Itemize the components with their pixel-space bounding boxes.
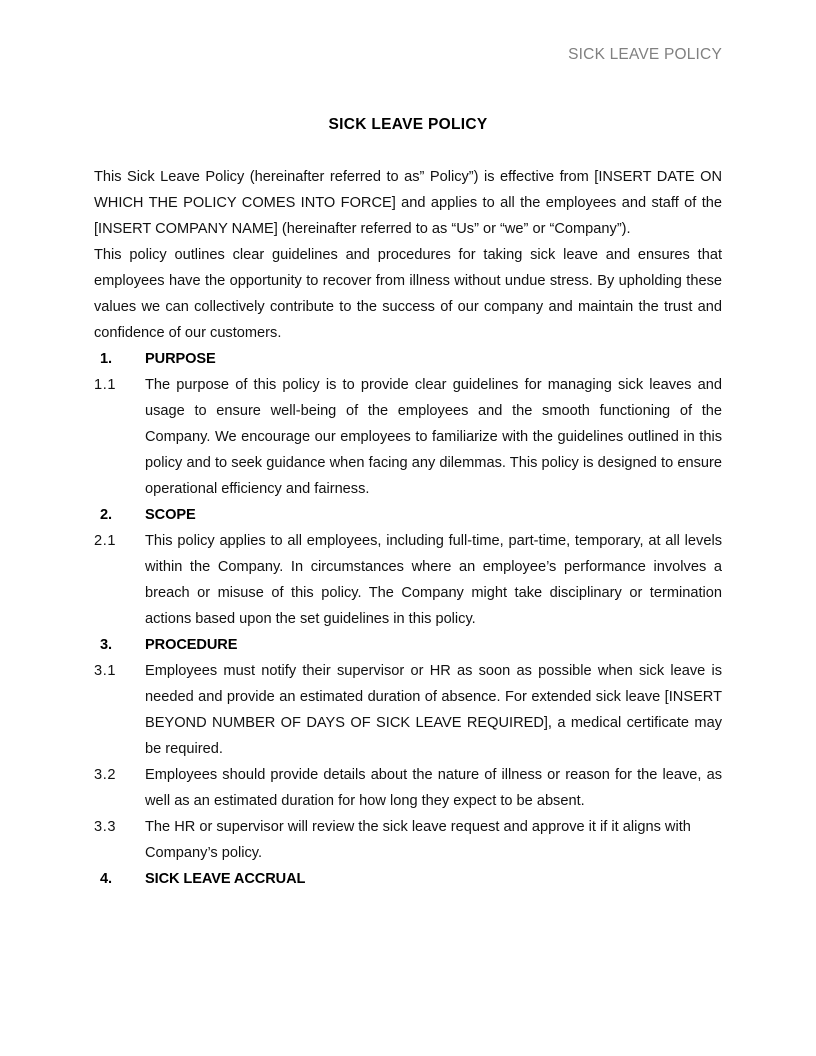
clause-text-3-1: Employees must notify their supervisor or HR as soon as possible when sick leave is needed and provide an estimated duration of absence. For extended sick leave [INSERT BEYOND NUMBER OF DAYS OF SICK LEAVE REQUIRED], a medical certificate may be required. [145, 663, 722, 757]
document-body [94, 112, 722, 892]
clause-2-1 [94, 528, 722, 632]
clause-3-1 [94, 658, 722, 762]
section-heading-2 [94, 502, 722, 528]
clause-3-3 [94, 814, 722, 866]
section-number-4: 4. [100, 871, 112, 887]
page-title: SICK LEAVE POLICY [328, 116, 488, 133]
clause-1-1 [94, 372, 722, 502]
section-number-2: 2. [100, 507, 112, 523]
intro-paragraph-2: This policy outlines clear guidelines and procedures for taking sick leave and ensures that employees have the opportunity to recover from illness without undue stress. By upholding these values we can collectively contribute to the success of our company and maintain the trust and confidence of our customers. [94, 247, 722, 341]
section-title-3: PROCEDURE [145, 637, 238, 653]
clause-number-2-1: 2.1 [94, 533, 117, 549]
section-title-4: SICK LEAVE ACCRUAL [145, 871, 306, 887]
section-heading-4 [94, 866, 722, 892]
clause-number-3-1: 3.1 [94, 663, 117, 679]
clause-3-2 [94, 762, 722, 814]
section-heading-3 [94, 632, 722, 658]
clause-text-2-1: This policy applies to all employees, including full-time, part-time, temporary, at all levels within the Company. In circumstances where an employee’s performance involves a breach or misuse of this policy. The Company might take disciplinary or termination actions based upon the set guidelines in this policy. [145, 533, 722, 627]
running-header: SICK LEAVE POLICY [568, 46, 722, 63]
section-number-1: 1. [100, 351, 112, 367]
clause-number-3-3: 3.3 [94, 819, 117, 835]
clause-number-3-2: 3.2 [94, 767, 117, 783]
section-title-1: PURPOSE [145, 351, 216, 367]
clause-text-3-3: The HR or supervisor will review the sick leave request and approve it if it aligns with Company’s policy. [145, 819, 691, 861]
clause-text-3-2: Employees should provide details about the nature of illness or reason for the leave, as well as an estimated duration for how long they expect to be absent. [145, 767, 722, 809]
section-title-2: SCOPE [145, 507, 196, 523]
section-number-3: 3. [100, 637, 112, 653]
clause-text-1-1: The purpose of this policy is to provide clear guidelines for managing sick leaves and usage to ensure well-being of the employees and the smooth functioning of the Company. We encourage our employees to familiarize with the guidelines outlined in this policy and to seek guidance when facing any dilemmas. This policy is designed to ensure operational efficiency and fairness. [145, 377, 722, 497]
intro-paragraph-1: This Sick Leave Policy (hereinafter referred to as” Policy”) is effective from [INSERT DATE ON WHICH THE POLICY COMES INTO FORCE] and applies to all the employees and staff of the [INSERT COMPANY NAME] (hereinafter referred to as “Us” or “we” or “Company”). [94, 169, 722, 237]
section-heading-1 [94, 346, 722, 372]
clause-number-1-1: 1.1 [94, 377, 117, 393]
